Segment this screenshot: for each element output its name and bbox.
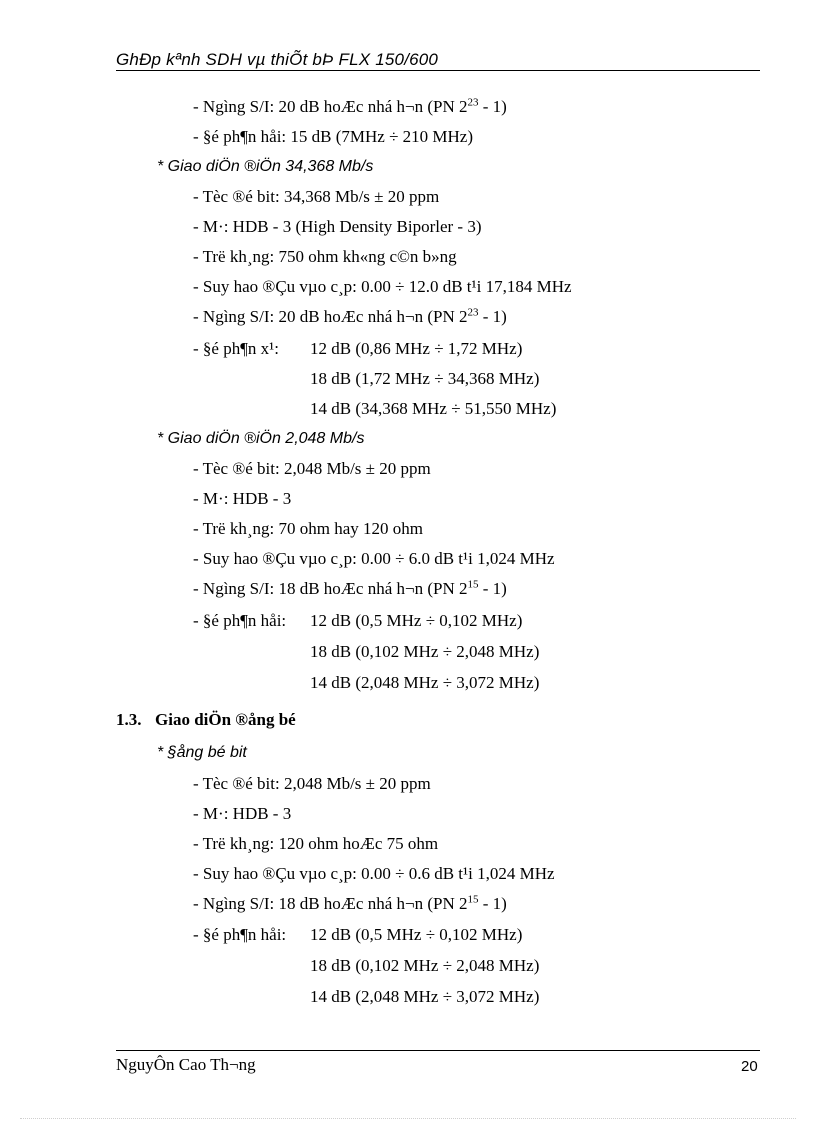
code-line: - M·: HDB - 3 (High Density Biporler - 3) (193, 217, 482, 236)
code-line: - M·: HDB - 3 (193, 804, 292, 823)
return-loss-value: 18 dB (1,72 MHz ÷ 34,368 MHz) (310, 369, 540, 388)
return-loss-label: - §é ph¶n x¹: (193, 339, 279, 358)
return-loss-value: 18 dB (0,102 MHz ÷ 2,048 MHz) (310, 956, 540, 975)
return-loss-value: 14 dB (2,048 MHz ÷ 3,072 MHz) (310, 673, 540, 692)
attenuation-line: - Suy hao ®Çu vµo c¸p: 0.00 ÷ 0.6 dB t¹i 1,024 MHz (193, 864, 555, 883)
bitrate-line: - Tèc ®é bit: 2,048 Mb/s ± 20 ppm (193, 774, 431, 793)
return-loss-value: 12 dB (0,5 MHz ÷ 0,102 MHz) (310, 925, 523, 944)
noise-threshold-line: - Ngìng S/I: 18 dB hoÆc nhá h¬n (PN $2^{15} - 1$) (193, 893, 507, 913)
return-loss-value: 18 dB (0,102 MHz ÷ 2,048 MHz) (310, 642, 540, 661)
return-loss-label: - §é ph¶n håi: (193, 925, 287, 944)
section-title-34: * Giao diÖn ®iÖn 34,368 Mb/s (157, 158, 374, 175)
bitrate-line: - Tèc ®é bit: 2,048 Mb/s ± 20 ppm (193, 459, 431, 478)
noise-threshold-line: - Ngìng S/I: 18 dB hoÆc nhá h¬n (PN $2^{15} - 1$) (193, 578, 507, 598)
section-title-2048: * Giao diÖn ®iÖn 2,048 Mb/s (157, 430, 365, 447)
impedance-line: - Trë kh¸ng: 120 ohm hoÆc 75 ohm (193, 834, 439, 853)
page-header-title: GhÐp kªnh SDH vµ thiÕt bÞ FLX 150/600 (116, 50, 439, 69)
noise-threshold-line: - Ngìng S/I: 20 dB hoÆc nhá h¬n (PN $2^{23} - 1$) (193, 306, 507, 326)
attenuation-line: - Suy hao ®Çu vµo c¸p: 0.00 ÷ 6.0 dB t¹i 1,024 MHz (193, 549, 555, 568)
return-loss-value: 14 dB (2,048 MHz ÷ 3,072 MHz) (310, 987, 540, 1006)
return-loss-value: 12 dB (0,5 MHz ÷ 0,102 MHz) (310, 611, 523, 630)
footer-author: NguyÔn Cao Th¬ng (116, 1055, 256, 1074)
footer-divider (116, 1050, 760, 1051)
return-loss-label: - §é ph¶n håi: (193, 611, 287, 630)
impedance-line: - Trë kh¸ng: 70 ohm hay 120 ohm (193, 519, 423, 538)
header-divider (116, 70, 760, 71)
return-loss-value: 14 dB (34,368 MHz ÷ 51,550 MHz) (310, 399, 557, 418)
return-loss-value: 12 dB (0,86 MHz ÷ 1,72 MHz) (310, 339, 523, 358)
section-heading-1-3: 1.3. Giao diÖn ®ång bé (116, 710, 296, 729)
page-number: 20 (741, 1058, 758, 1075)
attenuation-line: - Suy hao ®Çu vµo c¸p: 0.00 ÷ 12.0 dB t¹i 17,184 MHz (193, 277, 572, 296)
page-bottom-edge (20, 1118, 796, 1119)
bitrate-line: - Tèc ®é bit: 34,368 Mb/s ± 20 ppm (193, 187, 440, 206)
noise-threshold-line: - Ngìng S/I: 20 dB hoÆc nhá h¬n (PN $2^{23} - 1$) (193, 96, 507, 116)
impedance-line: - Trë kh¸ng: 750 ohm kh«ng c©n b»ng (193, 247, 457, 266)
code-line: - M·: HDB - 3 (193, 489, 292, 508)
return-loss-line: - §é ph¶n håi: 15 dB (7MHz ÷ 210 MHz) (193, 127, 474, 146)
section-title-sync: * §ång bé bit (157, 744, 247, 761)
